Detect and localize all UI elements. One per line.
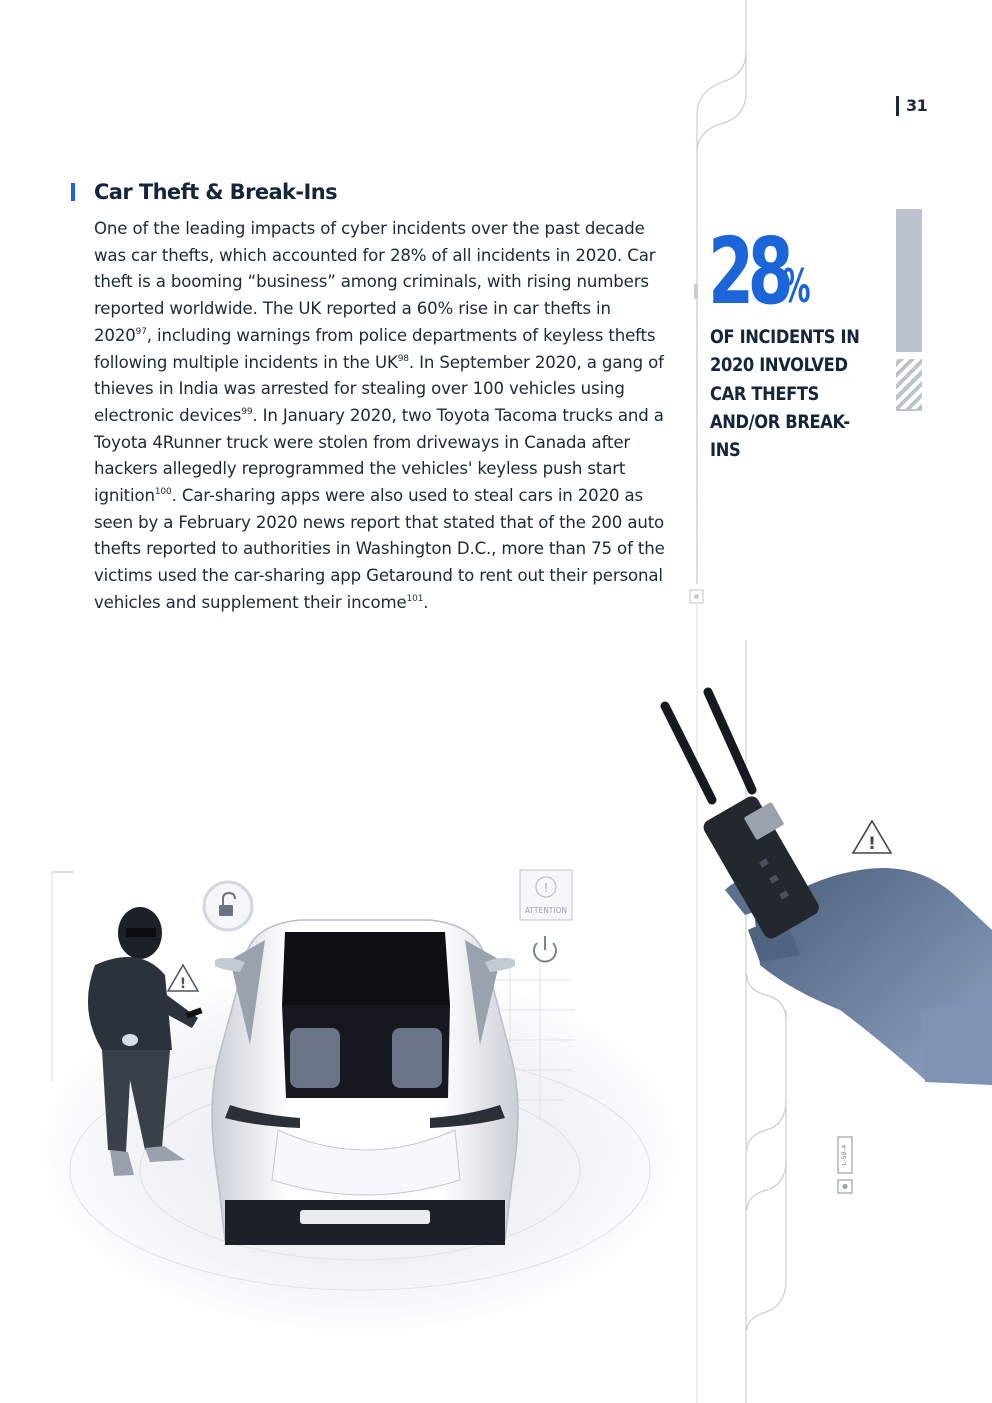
footnote-marker: 98 [397, 353, 409, 364]
body-paragraph [94, 216, 672, 617]
attention-icon [520, 870, 572, 920]
power-icon [534, 936, 556, 962]
attention-label: ATTENTION [524, 906, 568, 915]
side-badge [838, 1137, 852, 1193]
paragraph-text: . In January 2020, two Toyota Tacoma trucks and a Toyota 4Runner truck were stolen from driveways in Canada after hackers allegedly reprogrammed the vehicles' keyless push start ignition [94, 405, 664, 506]
paragraph-text: One of the leading impacts of cyber incidents over the past decade was car thefts, which accounted for 28% of all incidents in 2020. Car theft is a booming “business” among criminals, with rising numbers reported worldwide. The UK reported a 60% rise in car thefts in 2020 [94, 219, 656, 345]
car-theft-illustration [0, 640, 992, 1403]
paragraph-text: . In September 2020, a gang of thieves in India was arrested for stealing over 100 vehicles using electronic devices [94, 352, 664, 425]
warning-icon [853, 821, 891, 854]
badge-label: L-58-4 [840, 1144, 848, 1166]
svg-text:!: ! [179, 976, 187, 992]
paragraph-text: . [423, 592, 429, 612]
paragraph-text: , including warnings from police departments of keyless thefts following multiple incidents in the UK [94, 325, 656, 372]
car-graphic [212, 920, 518, 1245]
hand-with-radio [665, 692, 992, 1085]
footnote-marker: 99 [241, 406, 253, 417]
svg-text:!: ! [543, 881, 549, 895]
page-number: 31 [896, 96, 927, 116]
section-heading: Car Theft & Break-Ins [94, 180, 337, 204]
stat-unit: % [782, 259, 811, 313]
footnote-marker: 101 [406, 593, 424, 604]
footnote-marker: 100 [154, 487, 172, 498]
paragraph-text: . Car-sharing apps were also used to steal cars in 2020 as seen by a February 2020 news report that stated that of the 200 auto thefts reported to authorities in Washington D.C., more than 75 of the victims used the car-sharing app Getaround to rent out their personal vehicles and supplement their income [94, 486, 665, 612]
stat-tick-mark [694, 284, 698, 299]
heading-accent-bar [71, 183, 75, 201]
warning-icon [168, 965, 198, 992]
svg-text:!: ! [868, 834, 876, 854]
stat-caption: OF INCIDENTS IN 2020 INVOLVED CAR THEFTS AND/OR BREAK-INS [710, 327, 860, 462]
footnote-marker: 97 [135, 326, 147, 337]
stat-bar-solid [896, 209, 922, 352]
stat-bar-hatched [896, 359, 922, 411]
padlock-icon [204, 882, 252, 930]
stat-number: 28 [708, 218, 788, 325]
